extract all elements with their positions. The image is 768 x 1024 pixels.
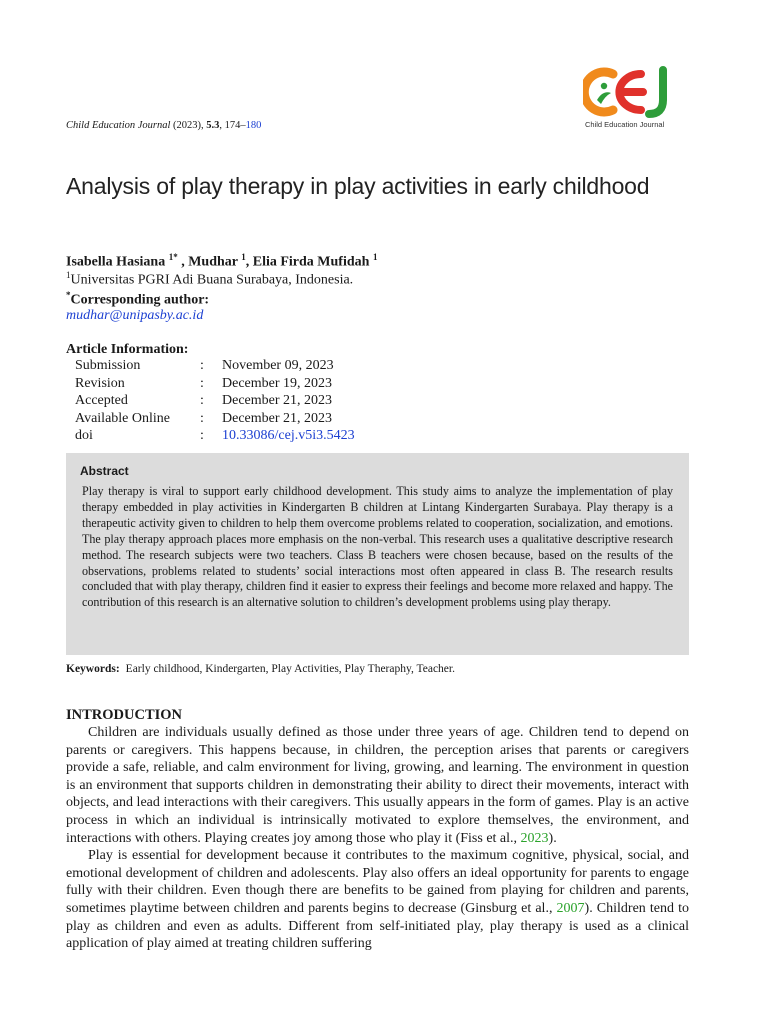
article-info-table xyxy=(75,357,355,445)
author-3: , Elia Firda Mufidah xyxy=(245,254,373,270)
logo-letter-j xyxy=(649,70,663,114)
info-sep: : xyxy=(200,375,204,391)
logo-caption: Child Education Journal xyxy=(585,120,665,129)
corresponding-email-link[interactable]: mudhar@unipasby.ac.id xyxy=(66,308,204,323)
info-key: Accepted xyxy=(75,393,128,408)
info-sep: : xyxy=(200,428,204,443)
citation-link[interactable]: 2023 xyxy=(520,830,549,846)
keywords xyxy=(66,663,455,675)
info-value: December 21, 2023 xyxy=(222,393,333,408)
abstract-heading: Abstract xyxy=(80,464,129,478)
info-value: November 09, 2023 xyxy=(222,358,334,373)
doi-link[interactable]: 10.33086/cej.v5i3.5423 xyxy=(222,428,355,443)
corresponding-sup: * xyxy=(66,290,71,300)
info-value: December 21, 2023 xyxy=(222,410,333,426)
paragraph-text: Play is essential for development because it contributes to the maximum cognitive, physical, social, and emotional development of children and adolescents. Play also offers an ideal opportunity for parents to engage fully with their children. Even though there are benefits to be gained from playing for children and parents, sometimes playtime between children and parents begins to decrease (Ginsburg et al., xyxy=(66,848,689,916)
citation-link[interactable]: 2007 xyxy=(556,900,585,916)
journal-year: (2023), xyxy=(173,120,207,131)
paragraph-text: Children are individuals usually defined as those under three years of age. Children tend to depend on parents or caregivers. This happens because, in children, the perception arises that parents or caregivers provide a safe, reliable, and calm environment for living, growing, and learning. The environment in question is an environment that supports children in demonstrating their ability to direct their movements, interact with objects, and lead interactions with their caregivers. This usually appears in the form of games. Play is an active process in which an individual is intrinsically motivated to explore themselves, the environment, and interactions with others. Playing creates joy among those who play it (Fiss et al., xyxy=(66,725,689,846)
article-info-heading: Article Information: xyxy=(66,342,189,357)
paragraph xyxy=(66,724,689,847)
paper-title: Analysis of play therapy in play activities in early childhood xyxy=(66,173,650,199)
affiliation-sup: 1 xyxy=(66,270,71,280)
paragraph-text: ). xyxy=(548,830,557,846)
abstract-box xyxy=(66,453,689,655)
logo-letter-c xyxy=(584,72,613,112)
logo-figure-head xyxy=(601,83,607,89)
journal-pages-prefix: , 174– xyxy=(219,120,246,131)
introduction-heading: INTRODUCTION xyxy=(66,707,183,723)
author-2-sup: 1 xyxy=(241,252,246,262)
info-key: Submission xyxy=(75,358,141,373)
info-key: Available Online xyxy=(75,410,170,426)
author-2: , Mudhar xyxy=(177,254,242,270)
author-1: Isabella Hasiana xyxy=(66,254,169,270)
info-row-submission xyxy=(75,357,355,375)
info-sep: : xyxy=(200,358,204,373)
author-1-sup: 1* xyxy=(168,252,178,262)
journal-pages-end-link[interactable]: 180 xyxy=(245,120,262,131)
journal-volume: 5.3 xyxy=(206,120,220,131)
info-row-available-online xyxy=(75,410,355,428)
author-list xyxy=(66,252,377,271)
affiliation-text: Universitas PGRI Adi Buana Surabaya, Indonesia. xyxy=(70,272,354,288)
paragraph xyxy=(66,847,689,953)
paragraph-text: ). Children tend to play as children and even as adults. Different from self-initiated play, play therapy is used as a clinical application of play aimed at treating children suffering xyxy=(66,900,689,952)
corresponding-author-label xyxy=(66,290,209,309)
info-row-doi xyxy=(75,427,355,445)
author-3-sup: 1 xyxy=(372,252,378,262)
info-key: Revision xyxy=(75,375,125,391)
logo-letter-e xyxy=(619,74,643,110)
abstract-text: Play therapy is viral to support early childhood development. This study aims to analyze the implementation of play therapy embedded in play activities in Kindergarten B children at Lintang Kindergarten Surabaya. Play therapy is a therapeutic activity given to children to help them overcome problems related to cooperation, socialization, and emotions. The play therapy approach places more emphasis on the non-verbal. This research uses a qualitative descriptive research method. The research subjects were two teachers. Class B teachers were chosen because, based on the results of the observations, problems related to students’ social interactions most often appeared in class B. The research results concluded that with play therapy, children find it easier to express their feelings and become more relaxed and happy. The contribution of this research is an alternative solution to children’s development problems using play therapy. xyxy=(82,484,673,610)
info-sep: : xyxy=(200,393,204,408)
info-key: doi xyxy=(75,428,93,443)
info-row-revision xyxy=(75,375,355,393)
info-row-accepted xyxy=(75,392,355,410)
affiliation xyxy=(66,270,353,289)
keywords-text: Early childhood, Kindergarten, Play Activities, Play Theraphy, Teacher. xyxy=(125,663,455,675)
info-value: December 19, 2023 xyxy=(222,375,333,391)
journal-name: Child Education Journal xyxy=(66,120,171,131)
journal-citation-line xyxy=(66,120,261,131)
info-sep: : xyxy=(200,410,204,426)
logo-figure-body xyxy=(597,92,611,104)
corresponding-label-text: Corresponding author: xyxy=(70,292,210,308)
introduction-body xyxy=(66,724,689,953)
keywords-label: Keywords: xyxy=(66,663,120,675)
